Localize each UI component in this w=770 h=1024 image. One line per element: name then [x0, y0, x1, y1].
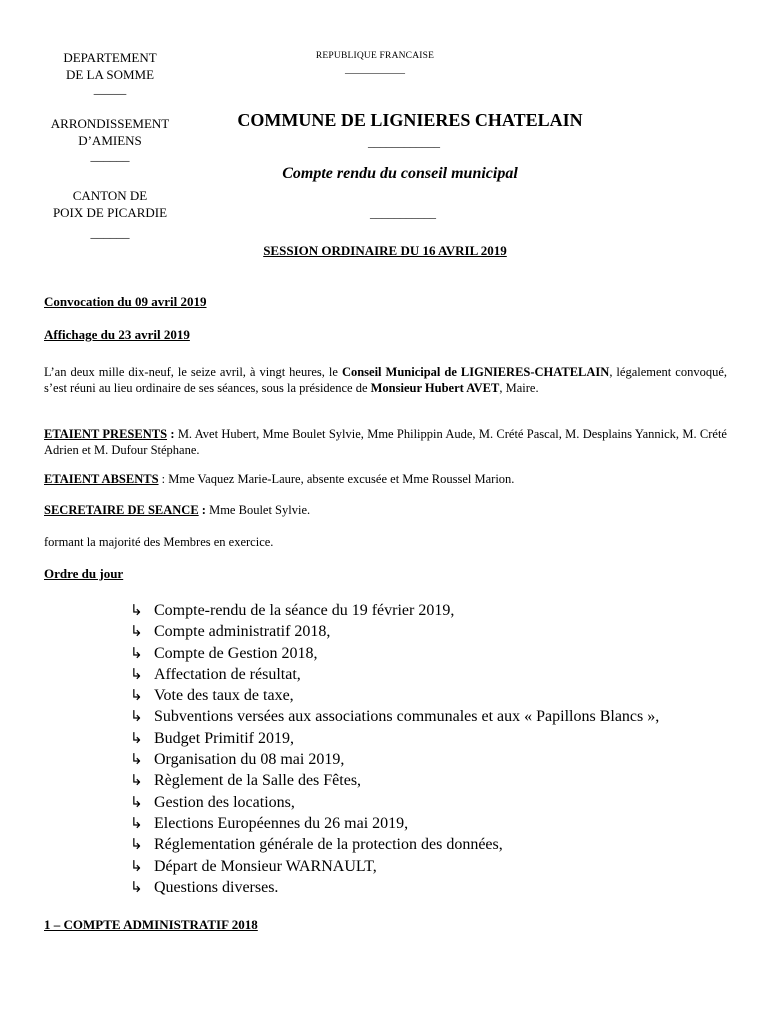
agenda-item-text: Départ de Monsieur WARNAULT, — [154, 857, 377, 875]
curved-arrow-right-icon: ↳ — [130, 707, 143, 726]
agenda-item — [130, 621, 750, 642]
curved-arrow-right-icon: ↳ — [130, 664, 143, 683]
curved-arrow-right-icon: ↳ — [130, 643, 143, 662]
agenda-item — [130, 813, 750, 834]
agenda-item-text: Vote des taux de taxe, — [154, 687, 294, 705]
commune-title: COMMUNE DE LIGNIERES CHATELAIN — [237, 110, 583, 130]
curved-arrow-right-icon: ↳ — [130, 601, 143, 619]
arrondissement-separator: ______ — [90, 148, 130, 163]
curved-arrow-right-icon: ↳ — [130, 877, 143, 896]
department-separator: _____ — [93, 81, 127, 96]
session-title: SESSION ORDINAIRE DU 16 AVRIL 2019 — [263, 243, 507, 258]
intro-text-1: L’an deux mille dix-neuf, le seize avril, à vingt heures, le — [44, 365, 342, 379]
agenda-item-text: Gestion des locations, — [154, 793, 295, 811]
agenda-item — [130, 600, 750, 621]
absents-paragraph — [44, 471, 727, 487]
agenda-item — [130, 706, 750, 727]
curved-arrow-right-icon: ↳ — [130, 856, 143, 875]
convocation-date: Convocation du 09 avril 2019 — [44, 294, 207, 309]
agenda-item-text: Questions diverses. — [154, 878, 279, 896]
section-1-title: 1 – COMPTE ADMINISTRATIF 2018 — [44, 917, 258, 932]
absents-label: ETAIENT ABSENTS — [44, 472, 159, 486]
agenda-item — [130, 834, 750, 855]
document-subtitle: Compte rendu du conseil municipal — [282, 165, 518, 182]
agenda-title: Ordre du jour — [44, 566, 124, 581]
agenda-list — [130, 600, 750, 898]
canton-line-2: POIX DE PICARDIE — [52, 205, 168, 220]
secretaire-label: SECRETAIRE DE SEANCE — [44, 503, 199, 517]
secretaire-name: Mme Boulet Sylvie. — [205, 503, 311, 517]
canton-separator: ______ — [90, 225, 130, 240]
department-block — [0, 49, 220, 97]
president-name: Monsieur Hubert AVET — [370, 381, 500, 395]
agenda-item — [130, 770, 750, 791]
agenda-item-text: Affectation de résultat, — [154, 665, 301, 683]
agenda-item-text: Règlement de la Salle des Fêtes, — [154, 772, 362, 790]
department-line-1: DEPARTEMENT — [63, 50, 157, 65]
agenda-item — [130, 685, 750, 706]
curved-arrow-right-icon: ↳ — [130, 792, 143, 811]
republique-separator: ____________ — [345, 64, 405, 75]
curved-arrow-right-icon: ↳ — [130, 686, 143, 705]
presents-colon: : — [167, 427, 175, 441]
intro-text-2: , légalement convoqué, s’est réuni au lieu ordinaire de ses séances, sous la présidence de — [44, 365, 727, 395]
arrondissement-block — [0, 115, 220, 164]
agenda-item-text: Compte-rendu de la séance du 19 février 2019, — [154, 602, 455, 619]
canton-block — [0, 187, 220, 241]
secretaire-paragraph — [44, 502, 727, 518]
agenda-item — [130, 792, 750, 813]
affichage-date: Affichage du 23 avril 2019 — [44, 327, 190, 342]
arrondissement-line-1: ARRONDISSEMENT — [50, 116, 170, 131]
presents-label: ETAIENT PRESENTS — [44, 427, 168, 441]
agenda-item-text: Budget Primitif 2019, — [154, 729, 294, 747]
agenda-item-text: Subventions versées aux associations communales et aux « Papillons Blancs », — [154, 708, 660, 726]
republique-francaise: REPUBLIQUE FRANCAISE — [315, 51, 435, 61]
agenda-item-text: Compte de Gestion 2018, — [154, 644, 318, 662]
canton-line-1: CANTON DE — [72, 188, 148, 203]
subtitle-separator: ___________ — [370, 206, 436, 220]
agenda-item-text: Organisation du 08 mai 2019, — [154, 751, 345, 769]
commune-separator: ____________ — [368, 135, 440, 149]
intro-paragraph — [44, 364, 727, 396]
agenda-item — [130, 749, 750, 770]
agenda-item — [130, 856, 750, 877]
department-line-2: DE LA SOMME — [65, 67, 155, 82]
agenda-item — [130, 643, 750, 664]
curved-arrow-right-icon: ↳ — [130, 750, 143, 769]
presents-paragraph — [44, 426, 727, 458]
curved-arrow-right-icon: ↳ — [130, 835, 143, 854]
curved-arrow-right-icon: ↳ — [130, 728, 143, 747]
agenda-item — [130, 664, 750, 685]
agenda-item-text: Elections Européennes du 26 mai 2019, — [154, 814, 409, 832]
intro-text-3: , Maire. — [499, 381, 539, 395]
curved-arrow-right-icon: ↳ — [130, 813, 143, 832]
council-name: Conseil Municipal de LIGNIERES-CHATELAIN — [341, 365, 610, 379]
curved-arrow-right-icon: ↳ — [130, 622, 143, 641]
agenda-item-text: Réglementation générale de la protection des données, — [154, 836, 503, 854]
majorite-text: formant la majorité des Membres en exercice. — [44, 535, 274, 549]
arrondissement-line-2: D’AMIENS — [78, 133, 142, 148]
presents-list: M. Avet Hubert, Mme Boulet Sylvie, Mme Philippin Aude, M. Crété Pascal, M. Desplains Yannick, M. Crété Adrien et M. Dufour Stéphane. — [44, 427, 727, 457]
curved-arrow-right-icon: ↳ — [130, 771, 143, 790]
agenda-item — [130, 877, 750, 898]
agenda-item — [130, 728, 750, 749]
agenda-item-text: Compte administratif 2018, — [154, 623, 331, 641]
absents-list: : Mme Vaquez Marie-Laure, absente excusée et Mme Roussel Marion. — [158, 472, 515, 486]
secretaire-colon: : — [198, 503, 206, 517]
